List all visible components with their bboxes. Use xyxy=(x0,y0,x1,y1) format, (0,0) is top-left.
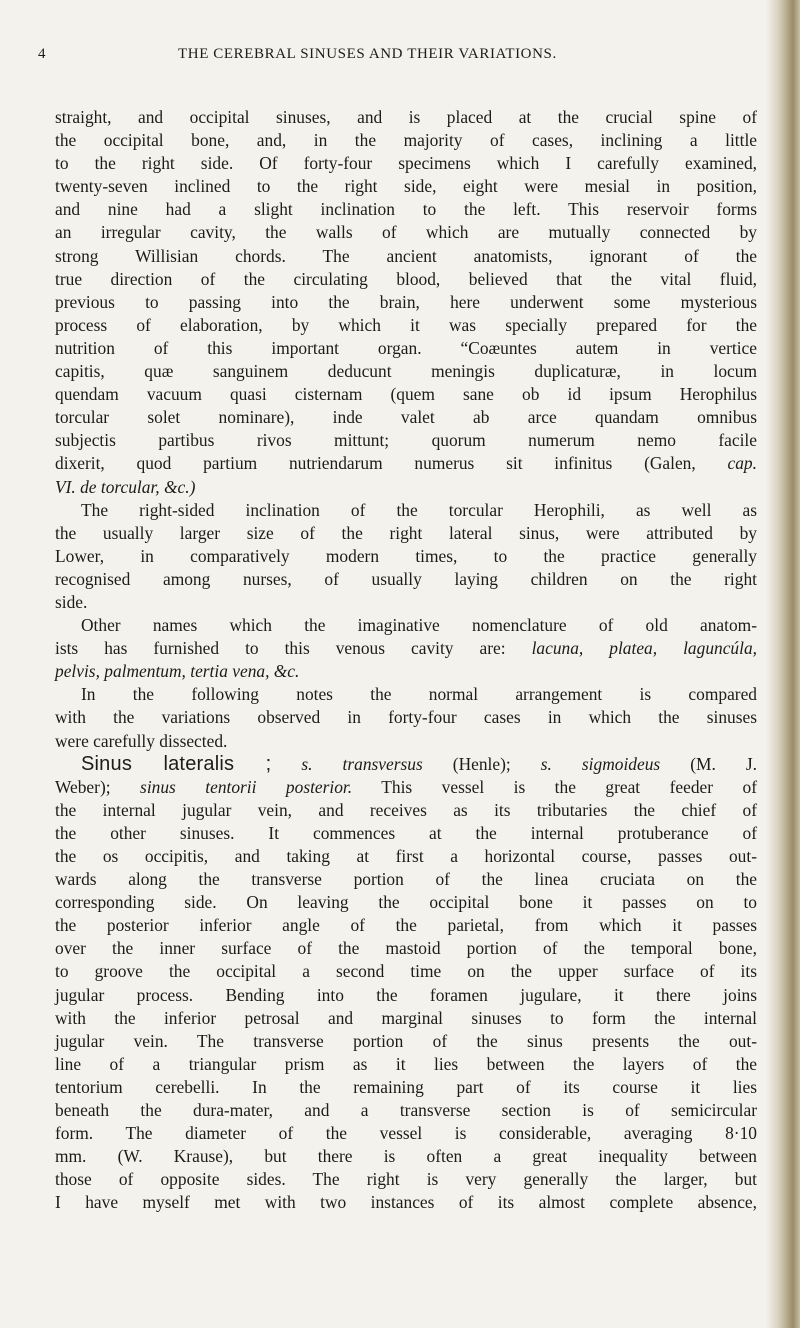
text-line: torcular solet nominare), inde valet ab arce quandam omnibus xyxy=(55,407,757,428)
text-line: previous to passing into the brain, here underwent some mysterious xyxy=(55,291,757,312)
text-line: were carefully dissected. xyxy=(55,730,228,751)
text-line: to the right side. Of forty-four specimens which I carefully examined, xyxy=(55,153,757,174)
text-line: recognised among nurses, of usually laying children on the right xyxy=(55,568,757,589)
text-line: the os occipitis, and taking at first a horizontal course, passes out- xyxy=(55,846,757,866)
paragraph-start: Other names which the imaginative nomenclature of old anatom- xyxy=(81,615,757,636)
text-line: and nine had a slight inclination to the left. This reservoir forms xyxy=(55,199,757,220)
text-line: mm. (W. Krause), but there is often a great inequality between xyxy=(55,1146,757,1167)
names-intro: ists has furnished to this venous cavity are: xyxy=(55,638,506,659)
text-line: Lower, in comparatively modern times, to the practice generally xyxy=(55,545,757,566)
text-line: corresponding side. On leaving the occipital bone it passes on to xyxy=(55,892,757,913)
galen-reference-cont: VI. de torcular, &c.) xyxy=(55,476,196,497)
paragraph-start: The right-sided inclination of the torcular Herophili, as well as xyxy=(81,499,757,520)
text-line: those of opposite sides. The right is very generally the larger, but xyxy=(55,1169,757,1190)
synonym-1: s. transversus xyxy=(301,753,423,774)
text-line: subjectis partibus rivos mittunt; quorum numerum nemo facile xyxy=(55,430,757,451)
section-heading-line: Sinus lateralis ; s. transversus (Henle); s. sigmoideus (M. J. xyxy=(81,752,757,775)
text-line: an irregular cavity, the walls of which are mutually connected by xyxy=(55,222,757,243)
text-line: twenty-seven inclined to the right side, eight were mesial in position, xyxy=(55,176,757,197)
text-line: with the variations observed in forty-four cases in which the sinuses xyxy=(55,707,757,728)
text-line: with the inferior petrosal and marginal sinuses to form the internal xyxy=(55,1007,757,1028)
text-line: the posterior inferior angle of the parietal, from which it passes xyxy=(55,915,757,936)
text-line: quendam vacuum quasi cisternam (quem sane ob id ipsum Herophilus xyxy=(55,384,757,405)
text-line xyxy=(55,452,757,475)
text-line: line of a triangular prism as it lies between the layers of the xyxy=(55,1053,757,1074)
text-line: jugular process. Bending into the foramen jugulare, it there joins xyxy=(55,984,757,1005)
page-header xyxy=(38,46,758,68)
text-line: nutrition of this important organ. “Coæuntes autem in vertice xyxy=(55,337,757,358)
body-text xyxy=(55,106,757,1215)
running-title: THE CEREBRAL SINUSES AND THEIR VARIATIONS. xyxy=(178,46,557,62)
text-line: to groove the occipital a second time on the upper surface of its xyxy=(55,961,757,982)
text-line: straight, and occipital sinuses, and is placed at the crucial spine of xyxy=(55,107,757,127)
names-list: lacuna, platea, laguncúla, xyxy=(531,638,757,659)
paragraph-start: In the following notes the normal arrangement is compared xyxy=(81,684,757,705)
galen-citation-text: dixerit, quod partium nutriendarum numerus sit infinitus (Galen, xyxy=(55,453,696,474)
section-heading: Sinus lateralis ; xyxy=(81,752,272,775)
text-line: side. xyxy=(55,591,88,612)
text-line: over the inner surface of the mastoid portion of the temporal bone, xyxy=(55,938,757,959)
text-line: tentorium cerebelli. In the remaining part of its course it lies xyxy=(55,1076,757,1097)
text-line: form. The diameter of the vessel is considerable, averaging 8·10 xyxy=(55,1123,757,1144)
text-line: wards along the transverse portion of the linea cruciata on the xyxy=(55,869,757,890)
text-line: the occipital bone, and, in the majority of cases, inclining a little xyxy=(55,130,757,151)
text-line: Weber); sinus tentorii posterior. This vessel is the great feeder of xyxy=(55,776,757,797)
text-line: the other sinuses. It commences at the internal protuberance of xyxy=(55,822,757,843)
names-list-cont: pelvis, palmentum, tertia vena, &c. xyxy=(55,661,300,682)
text-line: the usually larger size of the right lateral sinus, were attributed by xyxy=(55,522,757,543)
text-line: jugular vein. The transverse portion of the sinus presents the out- xyxy=(55,1030,757,1051)
text-line: beneath the dura-mater, and a transverse section is of semicircular xyxy=(55,1100,757,1121)
page-edge-shadow xyxy=(766,0,800,1328)
text-line xyxy=(55,476,757,499)
page-number: 4 xyxy=(38,46,46,62)
text-line xyxy=(55,637,757,660)
text-line: the internal jugular vein, and receives as its tributaries the chief of xyxy=(55,799,757,820)
text-line: true direction of the circulating blood, believed that the vital fluid, xyxy=(55,268,757,289)
synonym-3: sinus tentorii posterior. xyxy=(140,776,353,797)
text-line: process of elaboration, by which it was specially prepared for the xyxy=(55,314,757,335)
text-line: I have myself met with two instances of its almost complete absence, xyxy=(55,1192,757,1213)
text-line: capitis, quæ sanguinem deducunt meningis duplicaturæ, in locum xyxy=(55,361,757,382)
text-line: strong Willisian chords. The ancient anatomists, ignorant of the xyxy=(55,245,757,266)
galen-reference: cap. xyxy=(727,453,757,474)
text-line xyxy=(55,660,757,683)
synonym-2: s. sigmoideus xyxy=(540,753,661,774)
